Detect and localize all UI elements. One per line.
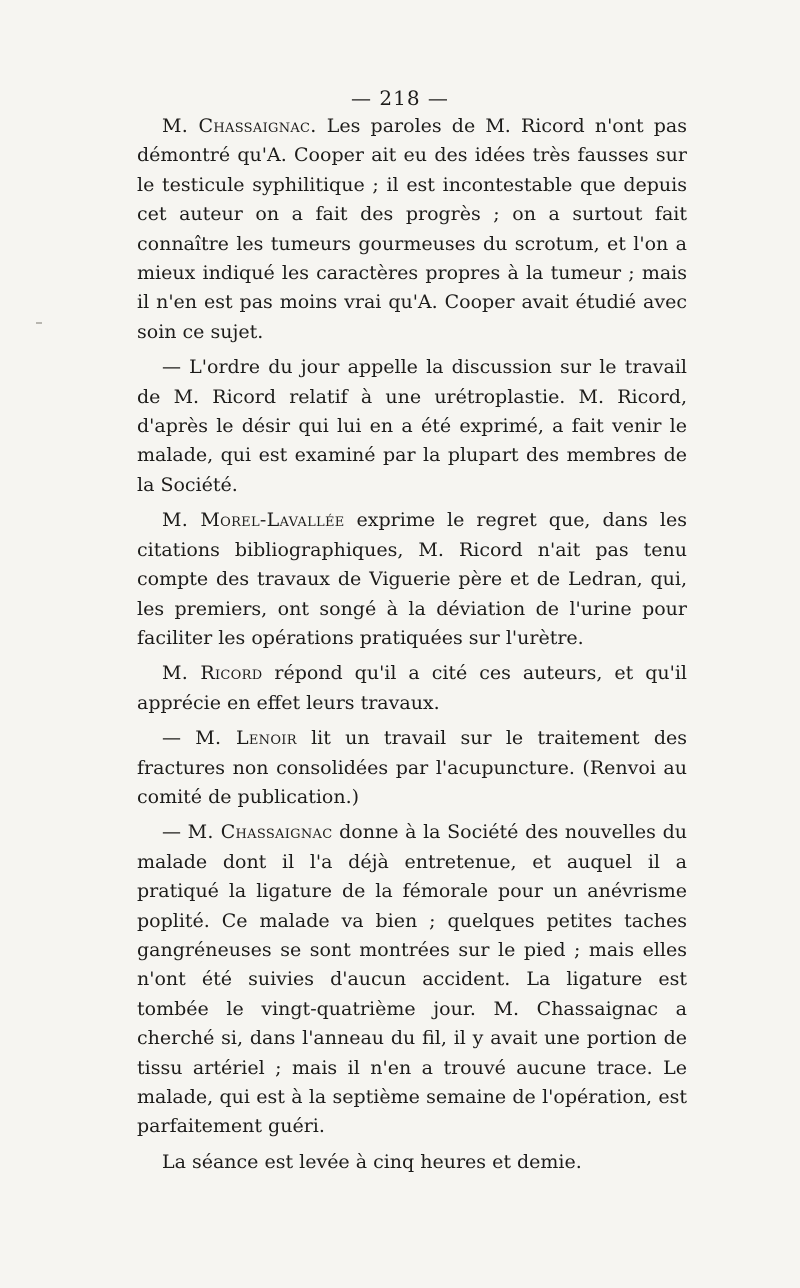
paragraph-text: La séance est levée à cinq heures et demie.: [162, 1150, 582, 1173]
paragraph-text: exprime le regret que, dans les citations bibliographiques, M. Ricord n'ait pas tenu compte des travaux de Viguerie père et de Ledran, qui, les premiers, ont songé à la déviation de l'urine pour faciliter les opérations pratiquées sur l'urètre.: [137, 509, 687, 649]
margin-mark: [36, 322, 42, 324]
paragraph-prefix: —: [162, 727, 196, 750]
paragraph-morel-lavallee: [137, 506, 687, 653]
paragraph-lenoir: [137, 724, 687, 812]
paragraph-text: Les paroles de M. Ricord n'ont pas démontré qu'A. Cooper ait eu des idées très fausses sur le testicule syphilitique ; il est incontestable que depuis cet auteur on a fait des progrès ; on a surtout fait connaître les tumeurs gourmeuses du scrotum, et l'on a mieux indiqué les caractères propres à la tumeur ; mais il n'en est pas moins vrai qu'A. Cooper avait étudié avec soin ce sujet.: [137, 115, 687, 343]
paragraph-session-close: [137, 1148, 687, 1177]
body-text: [137, 112, 687, 1183]
page-number: — 218 —: [351, 86, 449, 110]
speaker-name: M. Ricord: [162, 662, 263, 685]
paragraph-text: — L'ordre du jour appelle la discussion sur le travail de M. Ricord relatif à une urétroplastie. M. Ricord, d'après le désir qui lui en a été exprimé, a fait venir le malade, qui est examiné par la plupart des membres de la Société.: [137, 356, 687, 496]
speaker-name: M. Chassaignac.: [162, 115, 317, 137]
paragraph-chassaignac-patient: [137, 818, 687, 1141]
paragraph-text: lit un travail sur le traitement des fractures non consolidées par l'acupuncture. (Renvoi au comité de publication.): [137, 727, 687, 808]
paragraph-prefix: —: [162, 821, 188, 844]
paragraph-order-of-day: [137, 353, 687, 500]
paragraph-text: donne à la Société des nouvelles du malade dont il l'a déjà entretenue, et auquel il a pratiqué la ligature de la fémorale pour un anévrisme poplité. Ce malade va bien ; quelques petites taches gangréneuses se sont montrées sur le pied ; mais elles n'ont été suivies d'aucun accident. La ligature est tombée le vingt-quatrième jour. M. Chassaignac a cherché si, dans l'anneau du fil, il y avait une portion de tissu artériel ; mais il n'en a trouvé aucune trace. Le malade, qui est à la septième semaine de l'opération, est parfaitement guéri.: [137, 821, 687, 1138]
paragraph-ricord-reply: [137, 659, 687, 718]
speaker-name: M. Lenoir: [195, 727, 297, 750]
paragraph-text: répond qu'il a cité ces auteurs, et qu'il apprécie en effet leurs travaux.: [137, 662, 687, 714]
speaker-name: M. Chassaignac: [187, 821, 333, 844]
paragraph-chassaignac-remarks: [137, 112, 687, 347]
speaker-name: M. Morel-Lavallée: [162, 509, 345, 532]
